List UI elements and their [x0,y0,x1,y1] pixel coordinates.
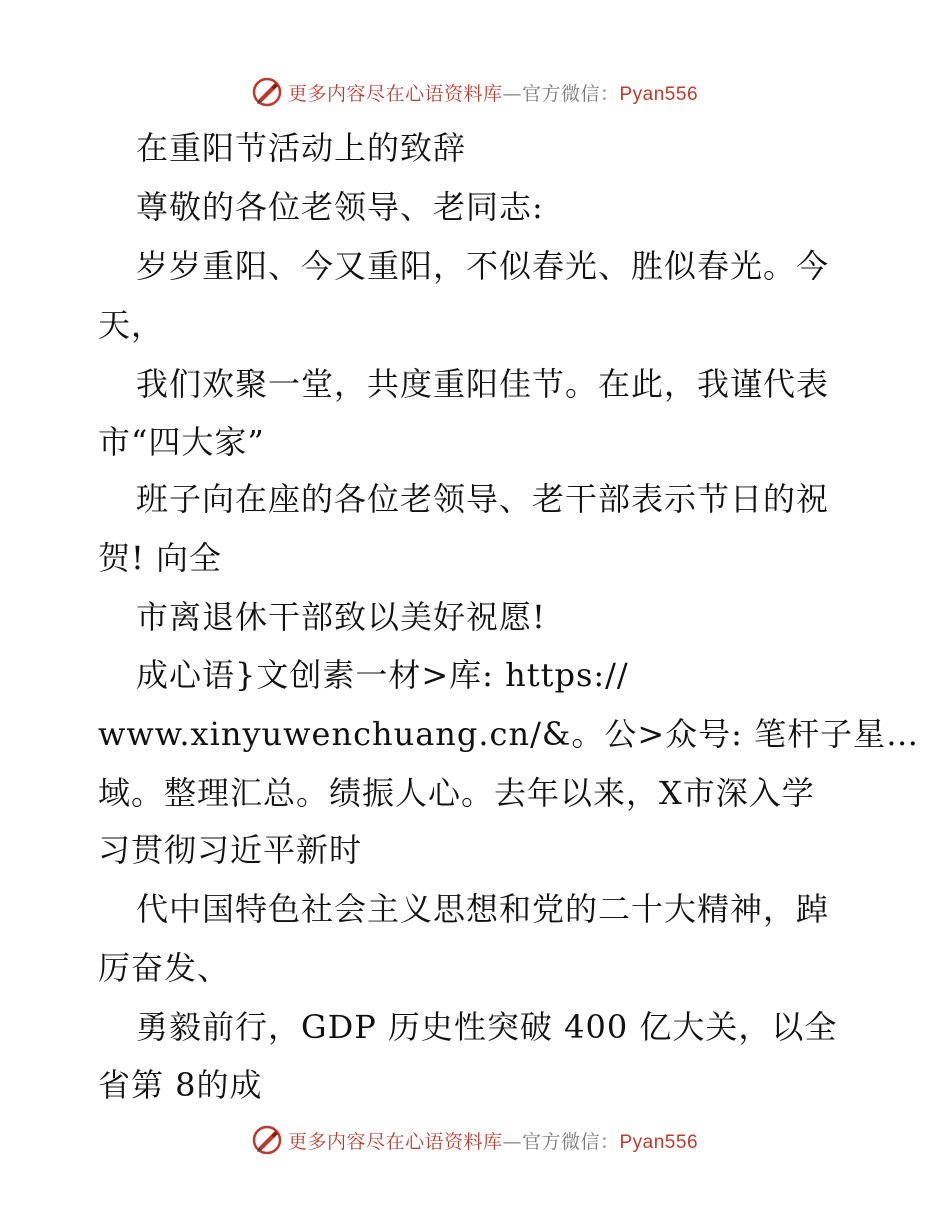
document-line: 省第 8的成 [98,1066,263,1104]
document-title: 在重阳节活动上的致辞 [136,129,467,167]
header-wechat-id: Pyan556 [619,83,699,105]
header-brand-text: 更多内容尽在心语资料库 [287,82,503,105]
document-line: 域。整理汇总。绩振人心。去年以来，X市深入学 [98,774,815,812]
document-line: 市“四大家” [98,423,265,461]
document-line: 市离退休干部致以美好祝愿! [136,598,546,636]
document-line: 岁岁重阳、今又重阳，不似春光、胜似春光。今 [136,247,830,285]
pen-logo-icon [252,77,282,107]
footer-banner-text [288,1127,698,1154]
footer-wechat-label: 官方微信： [521,1130,620,1153]
document-line: 贺! 向全 [98,539,223,577]
document-line: 勇毅前行，GDP 历史性突破 400 亿大关，以全 [136,1008,838,1046]
document-line: 成心语}文创素一材>库: https:// [136,656,629,694]
document-line: 厉奋发、 [98,949,231,987]
header-banner [0,72,950,112]
document-line: 天， [98,306,165,344]
header-banner-text [288,79,698,106]
header-dash: — [502,82,522,105]
pen-logo-icon [252,1125,282,1155]
document-line: 我们欢聚一堂，共度重阳佳节。在此，我谨代表 [136,365,830,403]
footer-wechat-id: Pyan556 [619,1131,699,1153]
footer-banner [0,1120,950,1160]
document-line: 尊敬的各位老领导、老同志: [136,188,544,226]
document-line: 代中国特色社会主义思想和党的二十大精神，踔 [136,890,830,928]
footer-dash: — [502,1130,522,1153]
header-wechat-label: 官方微信： [521,82,620,105]
document-line: 习贯彻习近平新时 [98,831,363,869]
footer-brand-text: 更多内容尽在心语资料库 [287,1130,503,1153]
document-line: www.xinyuwenchuang.cn/&。公>众号: 笔杆子星… [98,715,920,753]
document-line: 班子向在座的各位老领导、老干部表示节日的祝 [136,480,830,518]
